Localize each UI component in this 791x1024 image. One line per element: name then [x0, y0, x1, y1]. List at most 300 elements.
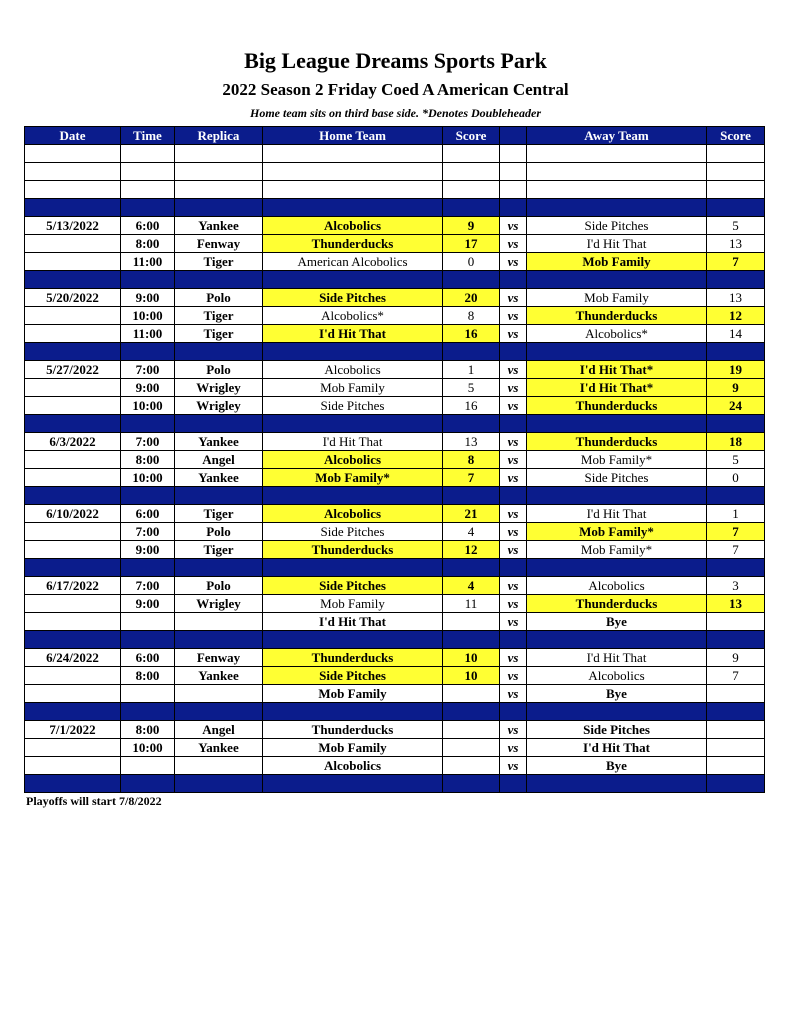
home-score-cell: 10 — [443, 649, 500, 667]
away-score-cell: 19 — [707, 361, 765, 379]
col-header-home-team: Home Team — [263, 127, 443, 145]
time-cell: 10:00 — [121, 739, 175, 757]
vs-cell: vs — [500, 577, 527, 595]
page-title: Big League Dreams Sports Park — [244, 48, 547, 73]
date-cell: 5/27/2022 — [25, 361, 121, 379]
vs-cell: vs — [500, 253, 527, 271]
home-team-cell: Mob Family — [263, 595, 443, 613]
home-team-cell: Side Pitches — [263, 523, 443, 541]
separator-cell — [443, 199, 500, 217]
separator-cell — [443, 775, 500, 793]
home-team-cell: Mob Family — [263, 379, 443, 397]
away-score-cell: 9 — [707, 379, 765, 397]
game-row — [25, 721, 765, 739]
week-separator-row — [25, 415, 765, 433]
separator-cell — [527, 343, 707, 361]
separator-cell — [707, 199, 765, 217]
home-team-cell: Thunderducks — [263, 649, 443, 667]
game-row — [25, 361, 765, 379]
home-team-cell: Alcobolics — [263, 505, 443, 523]
game-row — [25, 217, 765, 235]
date-cell — [25, 523, 121, 541]
home-score-cell: 16 — [443, 325, 500, 343]
time-cell: 11:00 — [121, 325, 175, 343]
replica-cell: Fenway — [175, 235, 263, 253]
week-separator-row — [25, 343, 765, 361]
empty-cell — [263, 163, 443, 181]
week-separator-row — [25, 775, 765, 793]
week-separator-row — [25, 631, 765, 649]
date-cell — [25, 379, 121, 397]
separator-cell — [500, 631, 527, 649]
week-separator-row — [25, 271, 765, 289]
empty-cell — [175, 163, 263, 181]
col-header-away-score: Score — [707, 127, 765, 145]
away-score-cell: 12 — [707, 307, 765, 325]
separator-cell — [443, 271, 500, 289]
home-score-cell: 4 — [443, 523, 500, 541]
replica-cell: Polo — [175, 523, 263, 541]
away-team-cell: I'd Hit That — [527, 235, 707, 253]
separator-cell — [175, 415, 263, 433]
date-cell: 6/10/2022 — [25, 505, 121, 523]
vs-cell: vs — [500, 523, 527, 541]
empty-cell — [175, 145, 263, 163]
home-team-cell: I'd Hit That — [263, 325, 443, 343]
separator-cell — [175, 703, 263, 721]
away-team-cell: Mob Family* — [527, 451, 707, 469]
separator-cell — [500, 415, 527, 433]
replica-cell: Angel — [175, 721, 263, 739]
date-cell — [25, 397, 121, 415]
time-cell: 10:00 — [121, 397, 175, 415]
replica-cell — [175, 613, 263, 631]
col-header-home-score: Score — [443, 127, 500, 145]
away-team-cell: Thunderducks — [527, 397, 707, 415]
away-score-cell — [707, 685, 765, 703]
away-team-cell: I'd Hit That — [527, 505, 707, 523]
home-score-cell — [443, 613, 500, 631]
empty-cell — [500, 163, 527, 181]
away-team-cell: Alcobolics* — [527, 325, 707, 343]
blank-row — [25, 163, 765, 181]
game-row — [25, 379, 765, 397]
away-team-cell: Alcobolics — [527, 667, 707, 685]
home-team-cell: Side Pitches — [263, 289, 443, 307]
schedule-table — [24, 126, 765, 793]
home-score-cell: 17 — [443, 235, 500, 253]
separator-cell — [527, 559, 707, 577]
home-score-cell — [443, 721, 500, 739]
replica-cell: Tiger — [175, 541, 263, 559]
away-score-cell: 3 — [707, 577, 765, 595]
week-separator-row — [25, 199, 765, 217]
page-subtitle: 2022 Season 2 Friday Coed A American Central — [222, 80, 569, 99]
away-team-cell: Side Pitches — [527, 217, 707, 235]
away-team-cell: Mob Family* — [527, 541, 707, 559]
vs-cell: vs — [500, 289, 527, 307]
away-score-cell: 18 — [707, 433, 765, 451]
empty-cell — [443, 145, 500, 163]
separator-cell — [443, 343, 500, 361]
game-row — [25, 253, 765, 271]
game-row — [25, 739, 765, 757]
replica-cell — [175, 757, 263, 775]
separator-cell — [121, 271, 175, 289]
game-row — [25, 541, 765, 559]
separator-cell — [25, 415, 121, 433]
separator-cell — [175, 199, 263, 217]
separator-cell — [25, 343, 121, 361]
week-separator-row — [25, 487, 765, 505]
away-score-cell: 7 — [707, 667, 765, 685]
home-score-cell — [443, 739, 500, 757]
separator-cell — [25, 271, 121, 289]
date-cell — [25, 667, 121, 685]
away-score-cell — [707, 721, 765, 739]
separator-cell — [527, 631, 707, 649]
empty-cell — [263, 181, 443, 199]
time-cell: 9:00 — [121, 289, 175, 307]
time-cell: 9:00 — [121, 541, 175, 559]
separator-cell — [707, 271, 765, 289]
away-score-cell: 24 — [707, 397, 765, 415]
home-score-cell: 7 — [443, 469, 500, 487]
game-row — [25, 307, 765, 325]
game-row — [25, 505, 765, 523]
separator-cell — [443, 631, 500, 649]
home-team-cell: Thunderducks — [263, 541, 443, 559]
separator-cell — [443, 415, 500, 433]
date-cell: 5/13/2022 — [25, 217, 121, 235]
replica-cell: Wrigley — [175, 397, 263, 415]
separator-cell — [527, 415, 707, 433]
home-team-cell: Side Pitches — [263, 397, 443, 415]
away-score-cell: 7 — [707, 523, 765, 541]
separator-cell — [121, 415, 175, 433]
away-team-cell: Mob Family — [527, 253, 707, 271]
date-cell — [25, 469, 121, 487]
separator-cell — [175, 559, 263, 577]
separator-cell — [25, 559, 121, 577]
separator-cell — [175, 343, 263, 361]
home-score-cell: 0 — [443, 253, 500, 271]
home-score-cell: 10 — [443, 667, 500, 685]
empty-cell — [527, 163, 707, 181]
empty-cell — [527, 145, 707, 163]
empty-cell — [175, 181, 263, 199]
col-header-away-team: Away Team — [527, 127, 707, 145]
home-team-cell: Side Pitches — [263, 667, 443, 685]
away-score-cell: 1 — [707, 505, 765, 523]
playoffs-note: Playoffs will start 7/8/2022 — [26, 794, 162, 808]
home-team-cell: Mob Family — [263, 739, 443, 757]
home-score-cell: 5 — [443, 379, 500, 397]
vs-cell: vs — [500, 757, 527, 775]
date-cell — [25, 541, 121, 559]
time-cell: 8:00 — [121, 451, 175, 469]
replica-cell: Tiger — [175, 253, 263, 271]
time-cell — [121, 685, 175, 703]
separator-cell — [527, 271, 707, 289]
home-team-cell: I'd Hit That — [263, 433, 443, 451]
separator-cell — [527, 703, 707, 721]
home-team-cell: Alcobolics — [263, 361, 443, 379]
game-row — [25, 577, 765, 595]
away-score-cell: 13 — [707, 289, 765, 307]
separator-cell — [263, 343, 443, 361]
col-header-replica: Replica — [175, 127, 263, 145]
replica-cell — [175, 685, 263, 703]
replica-cell: Wrigley — [175, 379, 263, 397]
separator-cell — [500, 487, 527, 505]
home-score-cell: 21 — [443, 505, 500, 523]
away-team-cell: Side Pitches — [527, 721, 707, 739]
away-team-cell: Mob Family* — [527, 523, 707, 541]
week-separator-row — [25, 559, 765, 577]
away-team-cell: Bye — [527, 757, 707, 775]
date-cell — [25, 685, 121, 703]
away-score-cell — [707, 739, 765, 757]
empty-cell — [25, 145, 121, 163]
game-row — [25, 685, 765, 703]
away-team-cell: I'd Hit That* — [527, 361, 707, 379]
game-row — [25, 451, 765, 469]
replica-cell: Yankee — [175, 667, 263, 685]
empty-cell — [500, 181, 527, 199]
separator-cell — [707, 703, 765, 721]
separator-cell — [443, 559, 500, 577]
separator-cell — [263, 487, 443, 505]
separator-cell — [263, 703, 443, 721]
away-team-cell: Thunderducks — [527, 595, 707, 613]
vs-cell: vs — [500, 667, 527, 685]
date-cell — [25, 739, 121, 757]
vs-cell: vs — [500, 613, 527, 631]
date-cell — [25, 613, 121, 631]
replica-cell: Tiger — [175, 505, 263, 523]
separator-cell — [121, 775, 175, 793]
away-score-cell: 7 — [707, 541, 765, 559]
empty-cell — [707, 163, 765, 181]
separator-cell — [500, 343, 527, 361]
game-row — [25, 235, 765, 253]
away-score-cell — [707, 757, 765, 775]
separator-cell — [121, 487, 175, 505]
replica-cell: Polo — [175, 361, 263, 379]
away-team-cell: I'd Hit That — [527, 739, 707, 757]
separator-cell — [500, 775, 527, 793]
date-cell — [25, 253, 121, 271]
home-score-cell: 11 — [443, 595, 500, 613]
separator-cell — [707, 343, 765, 361]
away-score-cell — [707, 613, 765, 631]
empty-cell — [707, 145, 765, 163]
time-cell: 10:00 — [121, 469, 175, 487]
separator-cell — [500, 703, 527, 721]
home-score-cell: 20 — [443, 289, 500, 307]
home-score-cell: 12 — [443, 541, 500, 559]
home-score-cell: 8 — [443, 307, 500, 325]
time-cell: 11:00 — [121, 253, 175, 271]
separator-cell — [707, 487, 765, 505]
col-header-date: Date — [25, 127, 121, 145]
vs-cell: vs — [500, 649, 527, 667]
game-row — [25, 523, 765, 541]
week-separator-row — [25, 703, 765, 721]
time-cell: 7:00 — [121, 523, 175, 541]
game-row — [25, 613, 765, 631]
empty-cell — [121, 163, 175, 181]
date-cell — [25, 757, 121, 775]
separator-cell — [25, 631, 121, 649]
time-cell — [121, 613, 175, 631]
time-cell: 8:00 — [121, 721, 175, 739]
time-cell: 6:00 — [121, 649, 175, 667]
separator-cell — [25, 775, 121, 793]
separator-cell — [527, 199, 707, 217]
replica-cell: Wrigley — [175, 595, 263, 613]
date-cell: 7/1/2022 — [25, 721, 121, 739]
separator-cell — [121, 343, 175, 361]
game-row — [25, 667, 765, 685]
vs-cell: vs — [500, 433, 527, 451]
vs-cell: vs — [500, 685, 527, 703]
replica-cell: Yankee — [175, 217, 263, 235]
separator-cell — [500, 559, 527, 577]
game-row — [25, 595, 765, 613]
home-team-cell: Alcobolics — [263, 757, 443, 775]
replica-cell: Yankee — [175, 433, 263, 451]
home-score-cell: 13 — [443, 433, 500, 451]
schedule-body — [25, 145, 765, 793]
home-team-cell: I'd Hit That — [263, 613, 443, 631]
schedule-note: Home team sits on third base side. *Denotes Doubleheader — [250, 106, 541, 120]
home-team-cell: Alcobolics — [263, 217, 443, 235]
vs-cell: vs — [500, 469, 527, 487]
home-team-cell: Side Pitches — [263, 577, 443, 595]
date-cell — [25, 235, 121, 253]
vs-cell: vs — [500, 217, 527, 235]
replica-cell: Polo — [175, 289, 263, 307]
vs-cell: vs — [500, 361, 527, 379]
game-row — [25, 757, 765, 775]
away-team-cell: Bye — [527, 685, 707, 703]
empty-cell — [25, 163, 121, 181]
separator-cell — [263, 415, 443, 433]
home-team-cell: American Alcobolics — [263, 253, 443, 271]
replica-cell: Tiger — [175, 325, 263, 343]
separator-cell — [707, 415, 765, 433]
separator-cell — [263, 199, 443, 217]
home-score-cell: 9 — [443, 217, 500, 235]
time-cell — [121, 757, 175, 775]
empty-cell — [527, 181, 707, 199]
away-score-cell: 5 — [707, 217, 765, 235]
away-team-cell: I'd Hit That — [527, 649, 707, 667]
separator-cell — [443, 703, 500, 721]
separator-cell — [25, 487, 121, 505]
date-cell — [25, 325, 121, 343]
separator-cell — [500, 199, 527, 217]
separator-cell — [263, 775, 443, 793]
vs-cell: vs — [500, 325, 527, 343]
game-row — [25, 649, 765, 667]
separator-cell — [707, 559, 765, 577]
away-score-cell: 0 — [707, 469, 765, 487]
separator-cell — [500, 271, 527, 289]
time-cell: 8:00 — [121, 667, 175, 685]
empty-cell — [25, 181, 121, 199]
separator-cell — [175, 271, 263, 289]
away-team-cell: Alcobolics — [527, 577, 707, 595]
home-team-cell: Alcobolics* — [263, 307, 443, 325]
separator-cell — [707, 631, 765, 649]
vs-cell: vs — [500, 721, 527, 739]
empty-cell — [443, 181, 500, 199]
separator-cell — [707, 775, 765, 793]
time-cell: 7:00 — [121, 577, 175, 595]
separator-cell — [175, 775, 263, 793]
home-team-cell: Mob Family* — [263, 469, 443, 487]
away-team-cell: I'd Hit That* — [527, 379, 707, 397]
away-team-cell: Thunderducks — [527, 307, 707, 325]
separator-cell — [121, 703, 175, 721]
separator-cell — [121, 199, 175, 217]
home-team-cell: Alcobolics — [263, 451, 443, 469]
time-cell: 9:00 — [121, 379, 175, 397]
separator-cell — [25, 703, 121, 721]
away-team-cell: Side Pitches — [527, 469, 707, 487]
col-header-time: Time — [121, 127, 175, 145]
game-row — [25, 433, 765, 451]
separator-cell — [175, 631, 263, 649]
away-team-cell: Thunderducks — [527, 433, 707, 451]
date-cell: 6/17/2022 — [25, 577, 121, 595]
time-cell: 7:00 — [121, 361, 175, 379]
date-cell — [25, 595, 121, 613]
home-team-cell: Thunderducks — [263, 235, 443, 253]
separator-cell — [263, 631, 443, 649]
vs-cell: vs — [500, 397, 527, 415]
empty-cell — [263, 145, 443, 163]
vs-cell: vs — [500, 739, 527, 757]
away-score-cell: 13 — [707, 235, 765, 253]
time-cell: 6:00 — [121, 217, 175, 235]
home-score-cell — [443, 685, 500, 703]
vs-cell: vs — [500, 595, 527, 613]
replica-cell: Angel — [175, 451, 263, 469]
time-cell: 7:00 — [121, 433, 175, 451]
vs-cell: vs — [500, 451, 527, 469]
date-cell — [25, 451, 121, 469]
home-score-cell — [443, 757, 500, 775]
replica-cell: Polo — [175, 577, 263, 595]
empty-cell — [443, 163, 500, 181]
vs-cell: vs — [500, 541, 527, 559]
home-score-cell: 16 — [443, 397, 500, 415]
replica-cell: Tiger — [175, 307, 263, 325]
date-cell — [25, 307, 121, 325]
away-score-cell: 9 — [707, 649, 765, 667]
date-cell: 6/3/2022 — [25, 433, 121, 451]
game-row — [25, 289, 765, 307]
separator-cell — [263, 271, 443, 289]
empty-cell — [500, 145, 527, 163]
separator-cell — [263, 559, 443, 577]
game-row — [25, 397, 765, 415]
home-score-cell: 4 — [443, 577, 500, 595]
